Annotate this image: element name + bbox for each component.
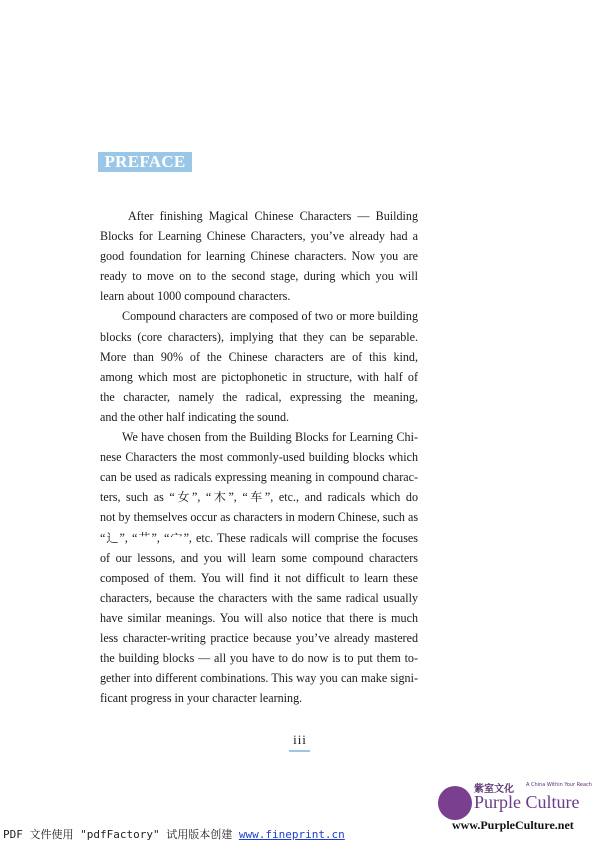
preface-heading: PREFACE — [98, 152, 192, 172]
logo-chinese: 紫室文化 — [474, 784, 514, 795]
preface-body — [100, 206, 418, 708]
body-line: good foundation for learning Chinese characters. Now you are — [100, 249, 418, 264]
body-line: We have chosen from the Building Blocks for Learning Chi- — [122, 430, 418, 445]
body-line: Blocks for Learning Chinese Characters, you’ve already had a — [100, 229, 418, 244]
body-line: and the other half indicating the sound. — [100, 409, 290, 424]
logo-brand: Purple Culture — [474, 792, 580, 812]
pdf-footer — [3, 826, 345, 842]
body-line: the building blocks — all you have to do now is to put them to- — [100, 651, 418, 666]
body-line: ters, such as “女”, “木”, “车”, etc., and radicals which do — [100, 490, 418, 505]
page-number-underline — [289, 750, 310, 752]
body-line: the character, namely the radical, expressing the meaning, — [100, 389, 418, 404]
body-line: not by themselves occur as characters in modern Chinese, such as — [100, 510, 419, 525]
body-line: After finishing Magical Chinese Characters — Building — [128, 209, 418, 223]
body-line: gether into different combinations. This way you can make signi- — [100, 671, 418, 686]
pdf-footer-text: PDF 文件使用 "pdfFactory" 试用版本创建 — [3, 828, 233, 841]
body-line: can be used as radicals expressing meaning in compound charac- — [100, 470, 418, 485]
body-line: Compound characters are composed of two or more building — [122, 309, 418, 324]
body-line: less character-writing practice because you’ve already mastered — [100, 630, 418, 645]
body-line: blocks (core characters), implying that they can be separable. — [100, 329, 418, 344]
seal-icon — [438, 786, 472, 820]
body-line: “辶”, “艹”, “宀”, etc. These radicals will comprise the focuses — [100, 530, 418, 545]
body-line: of our lessons, and you will learn some compound characters — [100, 550, 418, 565]
body-line: have similar meanings. You will also notice that there is much — [100, 610, 418, 625]
logo-tagline: A China Within Your Reach — [526, 782, 592, 788]
fineprint-link[interactable]: www.fineprint.cn — [238, 828, 345, 841]
body-line: More than 90% of the Chinese characters are of this kind, — [100, 349, 418, 364]
page-number: iii — [293, 732, 307, 747]
purple-culture-logo — [438, 780, 592, 834]
body-line: composed of them. You will find it not difficult to learn these — [100, 570, 418, 585]
body-line: characters, because the characters with the same radical usually — [100, 590, 418, 605]
body-line: nese Characters the most commonly-used building blocks which — [100, 450, 418, 465]
body-line: ficant progress in your character learning. — [100, 691, 303, 706]
body-line: among which most are pictophonetic in structure, with half of — [100, 369, 418, 384]
body-line: ready to move on to the second stage, during which you will — [100, 269, 418, 284]
body-line: learn about 1000 compound characters. — [100, 289, 291, 304]
logo-url: www.PurpleCulture.net — [452, 818, 574, 832]
